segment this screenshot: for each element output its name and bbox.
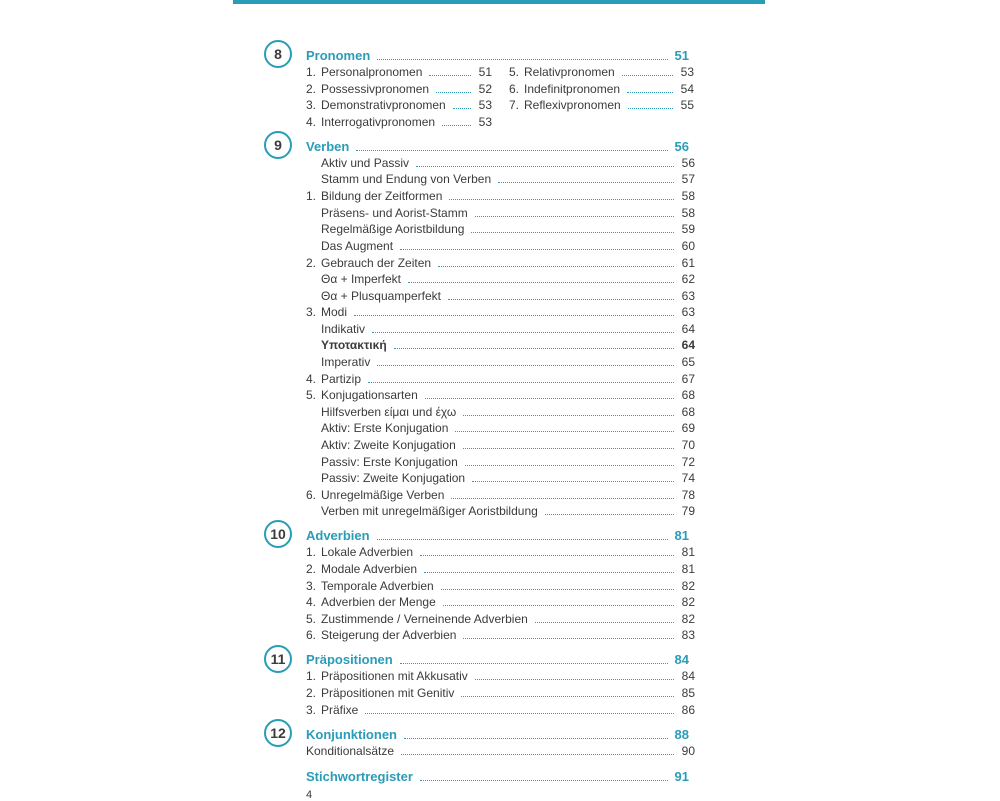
chapter-number-badge: 8 bbox=[264, 40, 292, 68]
entry-number: 2. bbox=[306, 256, 317, 270]
entry-number: 4. bbox=[306, 595, 317, 609]
entry-title: Das Augment bbox=[321, 239, 394, 253]
toc-entry-steigerung-der-adverbien bbox=[306, 626, 695, 642]
entry-page: 52 bbox=[478, 82, 492, 96]
dot-leader bbox=[400, 663, 668, 664]
entry-number: 4. bbox=[306, 115, 317, 129]
chapter-page: 81 bbox=[674, 528, 689, 543]
entry-number: 3. bbox=[306, 305, 317, 319]
toc-entry-relativpronomen bbox=[509, 63, 694, 79]
chapter-title: Adverbien bbox=[306, 528, 370, 543]
entry-title: Verben mit unregelmäßiger Aoristbildung bbox=[321, 504, 538, 518]
chapter-number-badge: 12 bbox=[264, 719, 292, 747]
entry-number: 7. bbox=[509, 98, 520, 112]
toc-entry-das-augment bbox=[306, 237, 695, 253]
entry-page: 51 bbox=[478, 65, 492, 79]
dot-leader bbox=[425, 398, 674, 399]
entry-number: 1. bbox=[306, 65, 317, 79]
page-number: 4 bbox=[306, 789, 313, 801]
entry-number: 2. bbox=[306, 686, 317, 700]
entry-title: Personalpronomen bbox=[321, 65, 423, 79]
entry-title: Demonstrativpronomen bbox=[321, 98, 446, 112]
entry-title: Gebrauch der Zeiten bbox=[321, 256, 432, 270]
toc-entry-unregelma-ige-verben bbox=[306, 486, 695, 502]
dot-leader bbox=[416, 166, 674, 167]
entry-title: Lokale Adverbien bbox=[321, 545, 414, 559]
toc-entry-gebrauch-der-zeiten bbox=[306, 254, 695, 270]
entry-page: 81 bbox=[681, 562, 695, 576]
dot-leader bbox=[377, 539, 668, 540]
entry-number: 2. bbox=[306, 562, 317, 576]
dot-leader bbox=[472, 481, 674, 482]
dot-leader bbox=[622, 75, 673, 76]
toc-entry-indefinitpronomen bbox=[509, 80, 694, 96]
entry-number: 1. bbox=[306, 189, 317, 203]
entry-title: Interrogativpronomen bbox=[321, 115, 436, 129]
chapter-page: 84 bbox=[674, 652, 689, 667]
dot-leader bbox=[451, 498, 674, 499]
entry-number: 5. bbox=[306, 388, 317, 402]
entry-number: 1. bbox=[306, 545, 317, 559]
entry-page: 82 bbox=[681, 612, 695, 626]
dot-leader bbox=[453, 108, 471, 109]
entry-page: 65 bbox=[681, 355, 695, 369]
entry-page: 58 bbox=[681, 189, 695, 203]
entry-page: 53 bbox=[478, 98, 492, 112]
entry-page: 56 bbox=[681, 156, 695, 170]
chapter-row-stichwortregister bbox=[306, 767, 689, 784]
entry-page: 62 bbox=[681, 272, 695, 286]
entry-title: Possessivpronomen bbox=[321, 82, 430, 96]
dot-leader bbox=[463, 638, 674, 639]
dot-leader bbox=[465, 465, 674, 466]
entry-page: 59 bbox=[681, 222, 695, 236]
entry-title: Passiv: Erste Konjugation bbox=[321, 455, 458, 469]
entry-title: Aktiv: Zweite Konjugation bbox=[321, 438, 456, 452]
toc-entry-demonstrativpronomen bbox=[306, 96, 492, 112]
entry-title: Bildung der Zeitformen bbox=[321, 189, 443, 203]
toc-entry-verben-mit-unregelma-iger-aoristbildung bbox=[306, 502, 695, 518]
entry-page: 70 bbox=[681, 438, 695, 452]
entry-page: 90 bbox=[681, 744, 695, 758]
entry-number: 3. bbox=[306, 703, 317, 717]
entry-page: 82 bbox=[681, 595, 695, 609]
dot-leader bbox=[377, 365, 674, 366]
dot-leader bbox=[535, 622, 674, 623]
chapter-title: Verben bbox=[306, 139, 350, 154]
entry-title: Υποτακτική bbox=[321, 338, 387, 352]
entry-page: 79 bbox=[681, 504, 695, 518]
entry-title: Regelmäßige Aoristbildung bbox=[321, 222, 465, 236]
entry-title: Indefinitpronomen bbox=[524, 82, 621, 96]
entry-title: Konditionalsätze bbox=[306, 744, 395, 758]
entry-title: Reflexivpronomen bbox=[524, 98, 621, 112]
toc-entry-konditionalsatze bbox=[306, 742, 695, 758]
chapter-row-pronomen bbox=[306, 46, 689, 63]
dot-leader bbox=[438, 266, 674, 267]
entry-number: 6. bbox=[509, 82, 520, 96]
entry-title: Temporale Adverbien bbox=[321, 579, 434, 593]
entry-page: 81 bbox=[681, 545, 695, 559]
dot-leader bbox=[471, 232, 674, 233]
entry-page: 55 bbox=[680, 98, 694, 112]
dot-leader bbox=[424, 572, 674, 573]
entry-title: Imperativ bbox=[321, 355, 371, 369]
toc-entry-indikativ bbox=[306, 320, 695, 336]
entry-title: Konjugationsarten bbox=[321, 388, 418, 402]
entry-number: 3. bbox=[306, 98, 317, 112]
chapter-page: 56 bbox=[674, 139, 689, 154]
entry-page: 74 bbox=[681, 471, 695, 485]
entry-page: 61 bbox=[681, 256, 695, 270]
dot-leader bbox=[436, 92, 471, 93]
chapter-number-badge: 10 bbox=[264, 520, 292, 548]
entry-title: Modi bbox=[321, 305, 348, 319]
dot-leader bbox=[498, 182, 674, 183]
entry-title: Adverbien der Menge bbox=[321, 595, 436, 609]
dot-leader bbox=[356, 150, 667, 151]
chapter-title: Pronomen bbox=[306, 48, 371, 63]
entry-page: 68 bbox=[681, 388, 695, 402]
dot-leader bbox=[420, 780, 668, 781]
toc-entry-stamm-und-endung-von-verben bbox=[306, 170, 695, 186]
dot-leader bbox=[545, 514, 674, 515]
dot-leader bbox=[461, 696, 674, 697]
entry-title: Hilfsverben είμαι und έχω bbox=[321, 405, 457, 419]
dot-leader bbox=[475, 216, 674, 217]
entry-title: Aktiv: Erste Konjugation bbox=[321, 421, 449, 435]
chapter-number-badge: 9 bbox=[264, 131, 292, 159]
toc-entry-aktiv-und-passiv bbox=[306, 154, 695, 170]
entry-number: 5. bbox=[509, 65, 520, 79]
chapter-page: 88 bbox=[674, 727, 689, 742]
toc-entry-plusquamperfekt bbox=[306, 287, 695, 303]
entry-page: 54 bbox=[680, 82, 694, 96]
entry-title: Stamm und Endung von Verben bbox=[321, 172, 492, 186]
dot-leader bbox=[449, 199, 674, 200]
toc-entry-adverbien-der-menge bbox=[306, 593, 695, 609]
toc-entry-aktiv-zweite-konjugation bbox=[306, 436, 695, 452]
entry-title: Präfixe bbox=[321, 703, 359, 717]
toc-entry-konjugationsarten bbox=[306, 386, 695, 402]
dot-leader bbox=[463, 448, 674, 449]
dot-leader bbox=[475, 679, 674, 680]
dot-leader bbox=[368, 382, 674, 383]
toc-entry-bildung-der-zeitformen bbox=[306, 187, 695, 203]
chapter-page: 51 bbox=[674, 48, 689, 63]
chapter-title: Stichwortregister bbox=[306, 769, 413, 784]
dot-leader bbox=[408, 282, 674, 283]
entry-title: Unregelmäßige Verben bbox=[321, 488, 445, 502]
entry-page: 85 bbox=[681, 686, 695, 700]
toc-entry-interrogativpronomen bbox=[306, 113, 492, 129]
entry-title: Relativpronomen bbox=[524, 65, 615, 79]
entry-title: Aktiv und Passiv bbox=[321, 156, 410, 170]
entry-page: 72 bbox=[681, 455, 695, 469]
entry-title: Modale Adverbien bbox=[321, 562, 418, 576]
toc-entry- bbox=[306, 336, 695, 352]
chapter-page: 91 bbox=[674, 769, 689, 784]
entry-page: 53 bbox=[478, 115, 492, 129]
entry-title: Steigerung der Adverbien bbox=[321, 628, 457, 642]
dot-leader bbox=[441, 589, 674, 590]
dot-leader bbox=[448, 299, 674, 300]
entry-number: 1. bbox=[306, 669, 317, 683]
toc-entry-temporale-adverbien bbox=[306, 577, 695, 593]
dot-leader bbox=[420, 555, 674, 556]
toc-entry-possessivpronomen bbox=[306, 80, 492, 96]
toc-entry-imperativ bbox=[306, 353, 695, 369]
entry-page: 60 bbox=[681, 239, 695, 253]
chapter-row-verben bbox=[306, 137, 689, 154]
entry-title: Präpositionen mit Akkusativ bbox=[321, 669, 468, 683]
dot-leader bbox=[377, 59, 667, 60]
entry-page: 53 bbox=[680, 65, 694, 79]
entry-page: 57 bbox=[681, 172, 695, 186]
entry-page: 86 bbox=[681, 703, 695, 717]
entry-number: 5. bbox=[306, 612, 317, 626]
entry-page: 84 bbox=[681, 669, 695, 683]
chapter-row-adverbien bbox=[306, 526, 689, 543]
entry-title: Präsens- und Aorist-Stamm bbox=[321, 206, 468, 220]
toc-entry-modi bbox=[306, 303, 695, 319]
entry-title: Θα + Imperfekt bbox=[321, 272, 401, 286]
toc-entry-reflexivpronomen bbox=[509, 96, 694, 112]
entry-number: 3. bbox=[306, 579, 317, 593]
entry-title: Θα + Plusquamperfekt bbox=[321, 289, 441, 303]
dot-leader bbox=[455, 431, 674, 432]
dot-leader bbox=[443, 605, 674, 606]
chapter-title: Präpositionen bbox=[306, 652, 393, 667]
toc-entry-zustimmende-verneinende-adverbien bbox=[306, 610, 695, 626]
toc-entry-prafixe bbox=[306, 701, 695, 717]
toc-entry-prapositionen-mit-genitiv bbox=[306, 684, 695, 700]
dot-leader bbox=[372, 332, 674, 333]
dot-leader bbox=[394, 348, 674, 349]
toc-entry-personalpronomen bbox=[306, 63, 492, 79]
dot-leader bbox=[354, 315, 674, 316]
entry-number: 6. bbox=[306, 488, 317, 502]
entry-page: 82 bbox=[681, 579, 695, 593]
dot-leader bbox=[401, 754, 674, 755]
chapter-title: Konjunktionen bbox=[306, 727, 397, 742]
toc-entry-prasens-und-aorist-stamm bbox=[306, 204, 695, 220]
dot-leader bbox=[463, 415, 674, 416]
dot-leader bbox=[404, 738, 668, 739]
entry-number: 2. bbox=[306, 82, 317, 96]
toc-entry-passiv-zweite-konjugation bbox=[306, 469, 695, 485]
dot-leader bbox=[429, 75, 471, 76]
toc-entry-passiv-erste-konjugation bbox=[306, 453, 695, 469]
entry-title: Präpositionen mit Genitiv bbox=[321, 686, 455, 700]
entry-title: Passiv: Zweite Konjugation bbox=[321, 471, 466, 485]
entry-page: 64 bbox=[681, 322, 695, 336]
toc-entry-imperfekt bbox=[306, 270, 695, 286]
entry-title: Partizip bbox=[321, 372, 362, 386]
toc-entry-regelma-ige-aoristbildung bbox=[306, 220, 695, 236]
entry-page: 68 bbox=[681, 405, 695, 419]
entry-page: 67 bbox=[681, 372, 695, 386]
entry-page: 69 bbox=[681, 421, 695, 435]
toc-entry-partizip bbox=[306, 370, 695, 386]
toc-entry-aktiv-erste-konjugation bbox=[306, 419, 695, 435]
dot-leader bbox=[400, 249, 674, 250]
entry-page: 58 bbox=[681, 206, 695, 220]
dot-leader bbox=[365, 713, 674, 714]
dot-leader bbox=[627, 92, 673, 93]
dot-leader bbox=[628, 108, 673, 109]
entry-page: 83 bbox=[681, 628, 695, 642]
toc-entry-lokale-adverbien bbox=[306, 543, 695, 559]
toc-entry-prapositionen-mit-akkusativ bbox=[306, 667, 695, 683]
chapter-row-konjunktionen bbox=[306, 725, 689, 742]
dot-leader bbox=[442, 125, 471, 126]
entry-page: 64 bbox=[681, 338, 695, 352]
chapter-number-badge: 11 bbox=[264, 645, 292, 673]
entry-number: 4. bbox=[306, 372, 317, 386]
toc-entry-hilfsverben-und bbox=[306, 403, 695, 419]
entry-number: 6. bbox=[306, 628, 317, 642]
chapter-row-prapositionen bbox=[306, 650, 689, 667]
entry-page: 63 bbox=[681, 305, 695, 319]
entry-page: 63 bbox=[681, 289, 695, 303]
entry-page: 78 bbox=[681, 488, 695, 502]
toc-entry-modale-adverbien bbox=[306, 560, 695, 576]
entry-title: Indikativ bbox=[321, 322, 366, 336]
entry-title: Zustimmende / Verneinende Adverbien bbox=[321, 612, 528, 626]
